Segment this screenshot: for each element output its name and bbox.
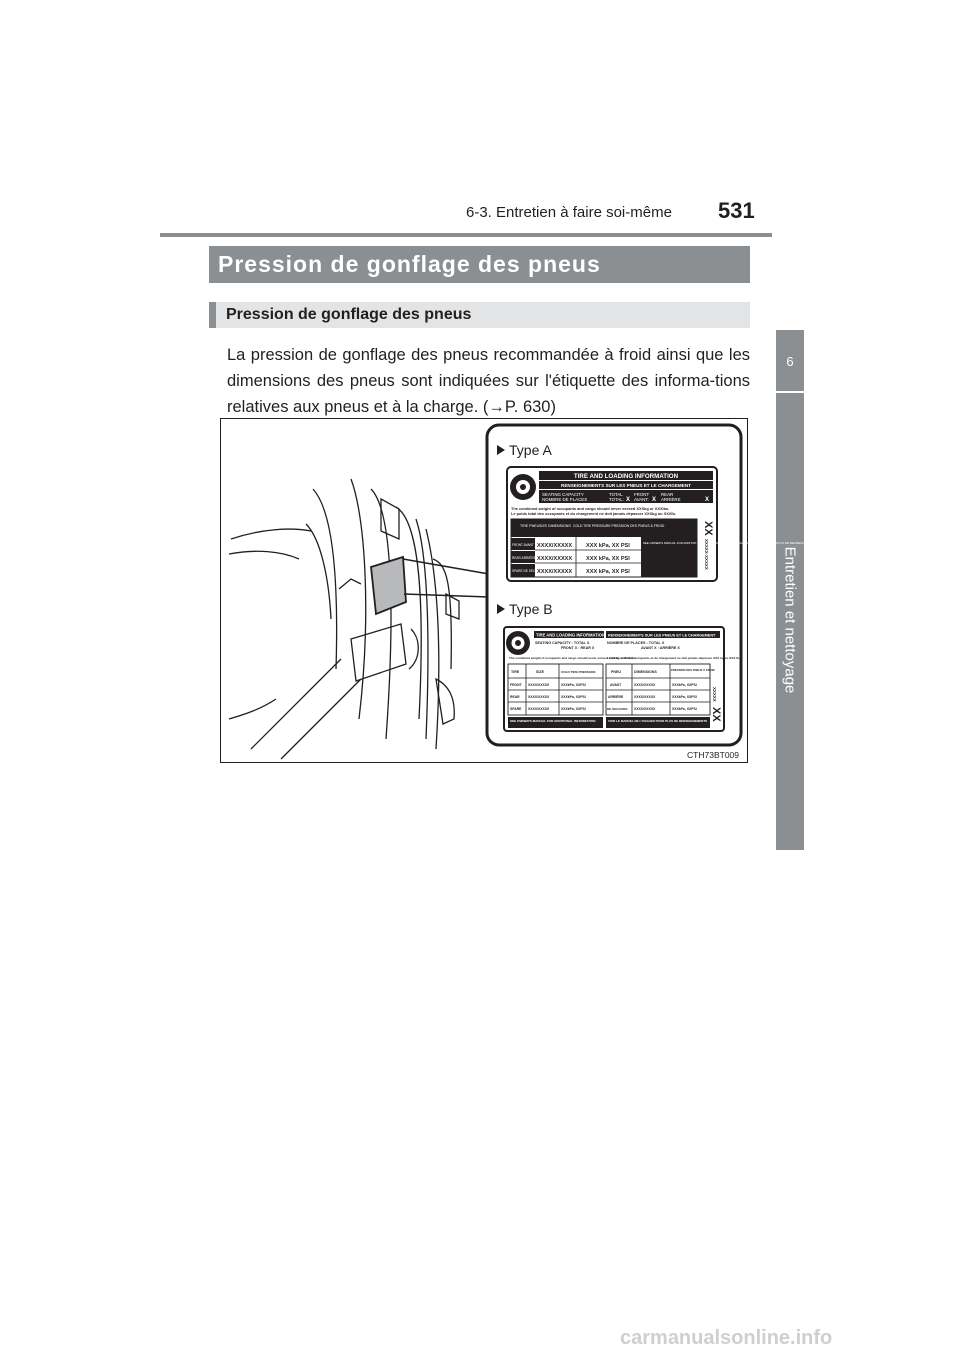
figure-code: CTH73BT009 xyxy=(687,750,739,760)
label-b-row-avant: AVANT xyxy=(610,683,622,687)
label-a-weight-fr: Le poids total des occupants et du chargement ne doit jamais dépasser XXXkg ou XXXlb. xyxy=(511,511,676,516)
label-b-row-arriere: ARRIÈRE xyxy=(608,695,624,699)
label-a-row-rear: REAR ARRIÈRE xyxy=(512,556,536,560)
label-a-col-tire: TIRE PNEU xyxy=(520,524,540,528)
label-a-code: XX xyxy=(702,521,714,536)
label-b-title-fr: RENSEIGNEMENTS SUR LES PNEUS ET LE CHARGEMENT xyxy=(608,633,716,638)
label-b-weight-en: The combined weight of occupants and cargo should never exceed XXX kg or XXX lbs. xyxy=(509,656,637,660)
label-b-front-rear-fr: AVANT X : ARRIÈRE X xyxy=(641,646,680,650)
watermark: carmanualsonline.info xyxy=(620,1327,833,1349)
label-b-col-pressure: COLD TIRE PRESSURE xyxy=(561,670,596,674)
label-b-row-front: FRONT xyxy=(510,683,522,687)
label-b-arriere-size: XXXX/XXXXX xyxy=(634,695,656,699)
label-b-weight-fr: Le poids total des occupants et du chargement ne doit jamais dépasser XXX kg ou XXX lb. xyxy=(607,656,740,660)
label-a-spare-size: XXXX/XXXXX xyxy=(537,569,573,575)
label-a-front-size: XXXX/XXXXX xyxy=(537,543,573,549)
subtitle: Pression de gonflage des pneus xyxy=(226,306,472,323)
label-b-arriere-pressure: XXXkPa, XXPSI xyxy=(672,695,697,699)
label-b-front-size: XXXX/XXXXX xyxy=(528,683,550,687)
label-b-row-spare: SPARE xyxy=(510,707,522,711)
label-b-avant-size: XXXX/XXXXX xyxy=(634,683,656,687)
label-a-total-en: TOTAL xyxy=(609,492,623,497)
label-b-secours-pressure: XXXkPa, XXPSI xyxy=(672,707,697,711)
type-b-label: Type B xyxy=(509,601,553,617)
label-a-row-spare: SPARE DE SECOURS xyxy=(512,569,545,573)
page-number: 531 xyxy=(718,198,755,223)
label-b-seating-en: SEATING CAPACITY : TOTAL X xyxy=(535,641,590,645)
chapter-tab-divider xyxy=(776,391,804,393)
callout-line-top xyxy=(403,559,489,574)
label-a-front-en: FRONT xyxy=(634,492,650,497)
label-type-b xyxy=(504,627,740,731)
label-a-col-manual: SEE OWNER'S MANUAL FOR ADDITIONAL INFORMATION VOIR LE MANUEL DE L'USAGER POUR PLUS DE RENSEIGNEMENTS xyxy=(643,541,817,545)
label-a-col-pressure: COLD TIRE PRESSURE PRESSION DES PNEUS À FROID xyxy=(573,524,665,528)
label-b-front-pressure: XXXkPa, XXPSI xyxy=(561,683,586,687)
label-a-seating-en: SEATING CAPACITY xyxy=(542,492,584,497)
label-b-spare-size: XXXX/XXXXX xyxy=(528,707,550,711)
label-a-weight-en: The combined weight of occupants and cargo should never exceed XXXkg or XXXlbs. xyxy=(511,506,670,511)
header-rule xyxy=(160,233,772,237)
label-b-row-secours: DE SECOURS xyxy=(607,707,628,711)
label-a-col-size: SIZE DIMENSIONS xyxy=(539,524,571,528)
label-b-front-rear-en: FRONT X : REAR X xyxy=(561,646,595,650)
door-jamb-drawing xyxy=(229,479,459,759)
label-a-total-x: X xyxy=(626,497,631,503)
label-a-spare-pressure: XXX kPa, XX PSI xyxy=(586,569,630,575)
label-b-code-long: XXXXX xyxy=(712,687,717,702)
label-b-row-rear: REAR xyxy=(510,695,520,699)
chapter-number: 6 xyxy=(786,354,794,369)
label-a-front-pressure: XXX kPa, XX PSI xyxy=(586,543,630,549)
label-a-rear-pressure: XXX kPa, XX PSI xyxy=(586,556,630,562)
type-a-label: Type A xyxy=(509,442,552,458)
label-b-manual-fr: VOIR LE MANUEL DE L'USAGER POUR PLUS DE RENSEIGNEMENTS xyxy=(608,719,708,723)
label-b-code: XX xyxy=(710,707,722,722)
body-paragraph: La pression de gonflage des pneus recommandée à froid ainsi que les dimensions des pneus sont indiquées sur l'étiquette des informa-tions relatives aux pneus et à la charge. (→P. 630) xyxy=(227,346,750,416)
label-b-spare-pressure: XXXkPa, XXPSI xyxy=(561,707,586,711)
label-b-avant-pressure: XXXkPa, XXPSI xyxy=(672,683,697,687)
label-a-title-fr: RENSEIGNEMENTS SUR LES PNEUS ET LE CHARGEMENT xyxy=(561,483,691,488)
label-b-col-pneu: PNEU xyxy=(611,670,621,674)
label-a-rear-fr: ARRIÈRE xyxy=(661,497,681,502)
label-a-rear-en: REAR xyxy=(661,492,674,497)
label-a-total-fr: TOTAL: xyxy=(609,497,624,502)
label-b-col-dimensions: DIMENSIONS xyxy=(634,670,657,674)
chapter-title: Entretien et nettoyage xyxy=(781,546,799,694)
label-b-col-pression: PRESSION DES PNEUS À FROID xyxy=(671,668,715,672)
label-b-secours-size: XXXX/XXXXX xyxy=(634,707,656,711)
section-header: 6-3. Entretien à faire soi-même xyxy=(466,204,672,221)
label-a-rear-x: X xyxy=(705,497,710,503)
label-a-title-en: TIRE AND LOADING INFORMATION xyxy=(573,473,679,480)
label-b-seating-fr: NOMBRE DE PLACES : TOTAL X xyxy=(607,641,665,645)
label-a-front-x: X xyxy=(652,497,657,503)
label-b-rear-size: XXXX/XXXXX xyxy=(528,695,550,699)
page-title: Pression de gonflage des pneus xyxy=(218,251,601,277)
subtitle-accent xyxy=(209,302,216,328)
label-a-seating-fr: NOMBRE DE PLACES xyxy=(542,497,588,502)
label-type-a xyxy=(507,467,817,581)
label-a-front-fr: AVANT: xyxy=(634,497,649,502)
label-a-row-front: FRONT AVANT xyxy=(512,543,534,547)
label-location xyxy=(371,557,406,614)
label-b-title-en: TIRE AND LOADING INFORMATION xyxy=(536,632,605,638)
label-a-rear-size: XXXX/XXXXX xyxy=(537,556,573,562)
label-a-code-long: XXXXX-XXXXX xyxy=(704,539,709,570)
label-b-manual-en: SEE OWNER'S MANUAL FOR ADDITIONAL INFORMATION xyxy=(510,719,596,723)
label-b-col-size: SIZE xyxy=(536,670,544,674)
label-b-rear-pressure: XXXkPa, XXPSI xyxy=(561,695,586,699)
label-b-col-tire: TIRE xyxy=(511,670,520,674)
